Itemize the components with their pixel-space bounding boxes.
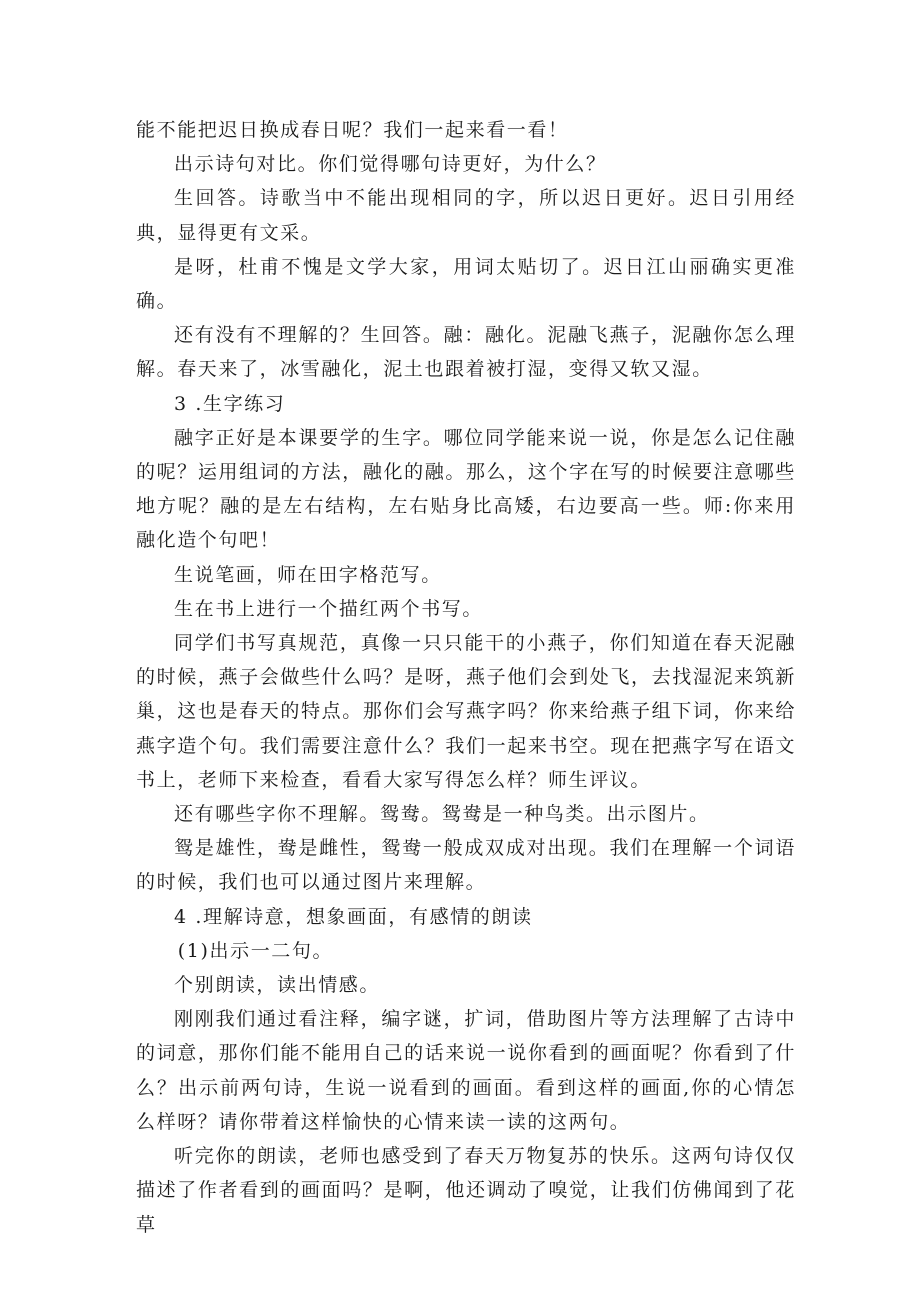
paragraph: 刚刚我们通过看注释，编字谜，扩词，借助图片等方法理解了古诗中的词意，那你们能不能用自己的话来说一说你看到的画面呢？你看到了什么？出示前两句诗，生说一说看到的画面。看到这样的画面,你的心情怎么样呀？请你带着这样愉快的心情来读一读的这两句。 bbox=[136, 1008, 796, 1133]
subsection-heading-1: (1)出示一二句。 bbox=[177, 939, 334, 962]
paragraph: 听完你的朗读，老师也感受到了春天万物复苏的快乐。这两句诗仅仅描述了作者看到的画面吗？是啊，他还调动了嗅觉，让我们仿佛闻到了花草 bbox=[136, 1145, 796, 1236]
paragraph: 出示诗句对比。你们觉得哪句诗更好，为什么？ bbox=[174, 153, 607, 176]
paragraph: 生说笔画，师在田字格范写。 bbox=[174, 563, 442, 586]
section-heading-3: 3 .生字练习 bbox=[174, 392, 286, 415]
paragraph: 生回答。诗歌当中不能出现相同的字，所以迟日更好。迟日引用经典，显得更有文采。 bbox=[136, 187, 796, 244]
paragraph-continuation: 能不能把迟日换成春日呢？我们一起来看一看！ bbox=[136, 119, 569, 141]
section-heading-4: 4 .理解诗意，想象画面，有感情的朗读 bbox=[174, 905, 533, 928]
paragraph: 融字正好是本课要学的生字。哪位同学能来说一说，你是怎么记住融的呢？运用组词的方法，融化的融。那么，这个字在写的时候要注意哪些地方呢？融的是左右结构，左右贴身比高矮，右边要高一些。师:你来用融化造个句吧！ bbox=[136, 426, 796, 552]
document-body bbox=[136, 113, 796, 1242]
paragraph: 同学们书写真规范，真像一只只能干的小燕子，你们知道在春天泥融的时候，燕子会做些什么吗？是呀，燕子他们会到处飞，去找湿泥来筑新巢，这也是春天的特点。那你们会写燕字吗？你来给燕子组下词，你来给燕字造个句。我们需要注意什么？我们一起来书空。现在把燕字写在语文书上，老师下来检查，看看大家写得怎么样？师生评议。 bbox=[136, 632, 796, 791]
paragraph: 个别朗读，读出情感。 bbox=[174, 974, 381, 997]
paragraph: 还有哪些字你不理解。鸳鸯。鸳鸯是一种鸟类。出示图片。 bbox=[174, 803, 710, 826]
paragraph: 鸳是雄性，鸯是雌性，鸳鸯一般成双成对出现。我们在理解一个词语的时候，我们也可以通过图片来理解。 bbox=[136, 837, 796, 894]
paragraph: 生在书上进行一个描红两个书写。 bbox=[174, 597, 484, 620]
paragraph: 还有没有不理解的？生回答。融：融化。泥融飞燕子，泥融你怎么理解。春天来了，冰雪融化，泥土也跟着被打湿，变得又软又湿。 bbox=[136, 324, 796, 381]
paragraph: 是呀，杜甫不愧是文学大家，用词太贴切了。迟日江山丽确实更准确。 bbox=[136, 255, 796, 313]
